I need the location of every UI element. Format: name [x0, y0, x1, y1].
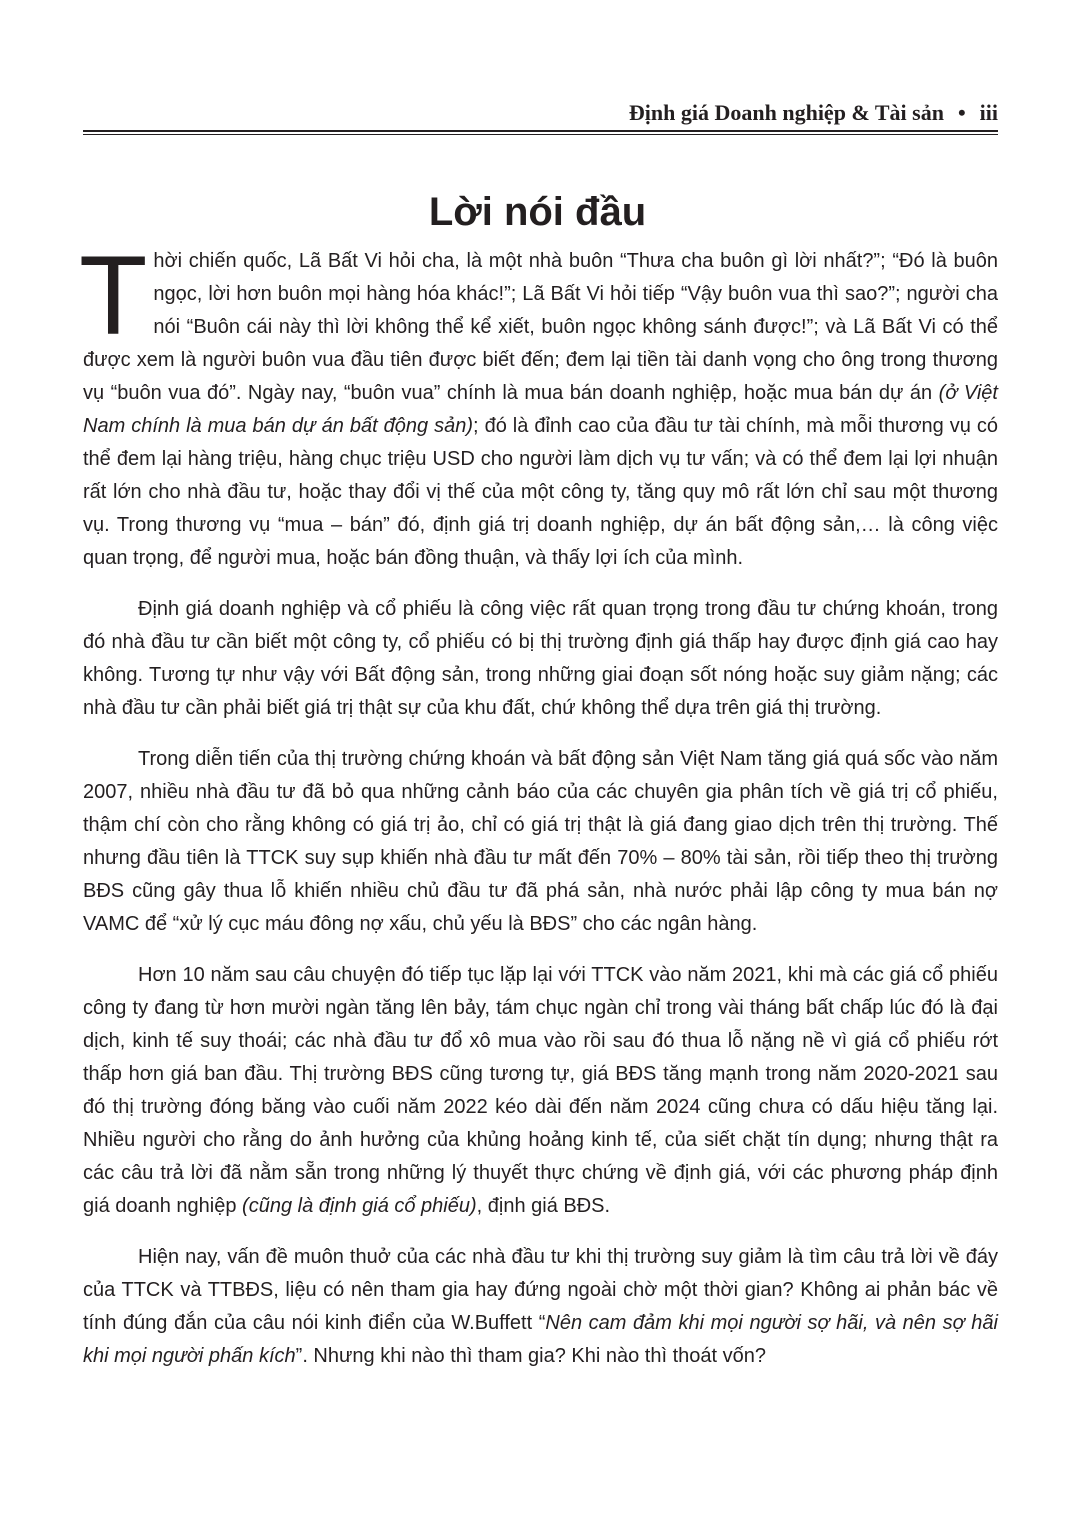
paragraph — [83, 593, 998, 725]
header-rule — [83, 130, 998, 135]
text-segment: Hơn 10 năm sau câu chuyện đó tiếp tục lặp lại với TTCK vào năm 2021, khi mà các giá cổ phiếu công ty đang từ hơn mười ngàn tăng lên bảy, tám chục ngàn chỉ trong vài tháng bất chấp lúc đó là đại dịch, kinh tế suy thoái; các nhà đầu tư đổ xô mua vào rồi sau đó thua lỗ nặng nề vì giá cổ phiếu rớt thấp hơn giá ban đầu. Thị trường BĐS cũng tương tự, giá BĐS tăng mạnh trong năm 2020-2021 sau đó thị trường đóng băng vào cuối năm 2022 kéo dài đến năm 2024 cũng chưa có dấu hiệu tăng lại. Nhiều người cho rằng do ảnh hưởng của khủng hoảng kinh tế, của siết chặt tín dụng; nhưng thật ra các câu trả lời đã nằm sẵn trong những lý thuyết thực chứng về định giá, với các phương pháp định giá doanh nghiệp — [83, 964, 998, 1217]
running-header — [83, 100, 998, 126]
text-segment: ; đó là đỉnh cao của đầu tư tài chính, mà mỗi thương vụ có thể đem lại hàng triệu, hàng chục triệu USD cho người làm dịch vụ tư vấn; và có thể đem lại lợi nhuận rất lớn cho nhà đầu tư, hoặc thay đổi vị thế của một công ty, tăng quy mô rất lớn chỉ sau một thương vụ. Trong thương vụ “mua – bán” đó, định giá trị doanh nghiệp, dự án bất động sản,… là công việc quan trọng, để người mua, hoặc bán đồng thuận, và thấy lợi ích của mình. — [83, 415, 999, 569]
paragraph — [83, 743, 998, 941]
book-title: Định giá Doanh nghiệp & Tài sản — [628, 100, 944, 125]
paragraph — [83, 959, 998, 1223]
page-number: iii — [979, 100, 998, 125]
drop-cap: T — [79, 233, 148, 358]
text-segment: Định giá doanh nghiệp và cổ phiếu là công việc rất quan trọng trong đầu tư chứng khoán, trong đó nhà đầu tư cần biết một công ty, cổ phiếu có bị thị trường định giá thấp hay được định giá cao hay không. Tương tự như vậy với Bất động sản, trong những giai đoạn sốt nóng hoặc suy giảm nặng; các nhà đầu tư cần phải biết giá trị thật sự của khu đất, chứ không thể dựa trên giá thị trường. — [83, 598, 998, 719]
italic-segment: (ở Việt Nam chính là mua bán dự án bất động sản) — [83, 382, 998, 437]
page-title: Lời nói đầu — [428, 189, 647, 234]
text-segment: Hiện nay, vấn đề muôn thuở của các nhà đầu tư khi thị trường suy giảm là tìm câu trả lời về đáy của TTCK và TTBĐS, liệu có nên tham gia hay đứng ngoài chờ một thời gian? Không ai phản bác về tính đúng đắn của câu nói kinh điển của W.Buffett “ — [83, 1246, 998, 1334]
header-separator: • — [957, 100, 966, 125]
paragraph — [79, 233, 999, 575]
text-segment: hời chiến quốc, Lã Bất Vi hỏi cha, là một nhà buôn “Thưa cha buôn gì lời nhất?”; “Đó là buôn ngọc, lời hơn buôn mọi hàng hóa khác!”; Lã Bất Vi hỏi tiếp “Vậy buôn vua thì sao?”; người cha nói “Buôn cái này thì lời không thể kể xiết, buôn ngọc không sánh được!”; và Lã Bất Vi có thể được xem là người buôn vua đầu tiên được biết đến; đem lại tiền tài danh vọng cho ông trong thương vụ “buôn vua đó”. Ngày nay, “buôn vua” chính là mua bán doanh nghiệp, hoặc mua bán dự án — [83, 250, 998, 404]
body-text — [79, 233, 999, 1391]
italic-segment: Nên cam đảm khi mọi người sợ hãi, và nên sợ hãi khi mọi người phấn kích — [83, 1312, 998, 1367]
text-segment: Trong diễn tiến của thị trường chứng khoán và bất động sản Việt Nam tăng giá quá sốc vào năm 2007, nhiều nhà đầu tư đã bỏ qua những cảnh báo của các chuyên gia phân tích về giá trị cổ phiếu, thậm chí còn cho rằng không có giá trị ảo, chỉ có giá trị thật là giá đang giao dịch trên thị trường. Thế nhưng đầu tiên là TTCK suy sụp khiến nhà đầu tư mất đến 70% – 80% tài sản, rồi tiếp theo thị trường BĐS cũng gây thua lỗ khiến nhiều chủ đầu tư đã phá sản, nhà nước phải lập công ty mua bán nợ VAMC để “xử lý cục máu đông nợ xấu, chủ yếu là BĐS” cho các ngân hàng. — [83, 748, 998, 935]
paragraph — [83, 1241, 998, 1373]
italic-segment: (cũng là định giá cổ phiếu) — [242, 1195, 477, 1217]
text-segment: , định giá BĐS. — [476, 1195, 611, 1217]
text-segment: ”. Nhưng khi nào thì tham gia? Khi nào thì thoát vốn? — [295, 1345, 767, 1367]
